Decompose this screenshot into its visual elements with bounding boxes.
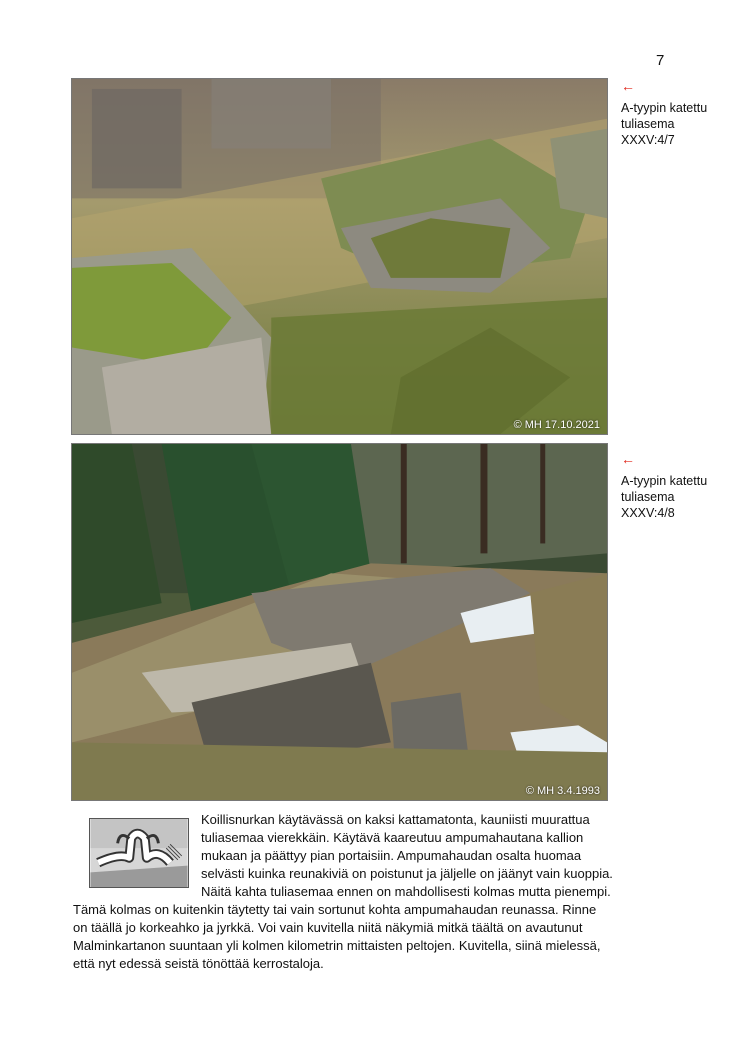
red-arrow-left-icon: ← bbox=[621, 78, 635, 94]
photo-caption-2 bbox=[621, 453, 746, 521]
red-arrow-left-icon: ← bbox=[621, 451, 635, 467]
photo-credit: © MH 3.4.1993 bbox=[525, 785, 600, 797]
photo-bunker-xxxv-4-8 bbox=[71, 443, 608, 801]
text-line: mukaan ja päättyy pian portaisiin. Ampumahaudan osalta huomaa bbox=[201, 848, 582, 863]
text-line: Tämä kolmas on kuitenkin täytetty tai vain sortunut kohta ampumahaudan reunassa. Rinne bbox=[73, 902, 597, 917]
text-line: Koillisnurkan käytävässä on kaksi kattamatonta, kauniisti muurattua bbox=[201, 812, 590, 827]
caption-line: A-tyypin katettu bbox=[621, 101, 708, 115]
bunker-plan-diagram bbox=[89, 818, 189, 888]
body-paragraph-indented bbox=[201, 811, 613, 901]
photo-caption-1 bbox=[621, 80, 746, 148]
caption-line: XXXV:4/8 bbox=[621, 506, 675, 520]
text-line: on täällä jo korkeahko ja jyrkkä. Voi vain kuvitella niitä näkymiä mitkä täältä on avautunut bbox=[73, 920, 583, 935]
text-line: että nyt edessä seistä tönöttää kerrostaloja. bbox=[73, 956, 324, 971]
photo-bunker-xxxv-4-7 bbox=[71, 78, 608, 435]
photo-2-image bbox=[72, 444, 607, 800]
page-number: 7 bbox=[656, 52, 665, 69]
caption-line: XXXV:4/7 bbox=[621, 133, 675, 147]
text-line: Näitä kahta tuliasemaa ennen on mahdollisesti kolmas mutta pienempi. bbox=[201, 884, 611, 899]
text-line: Malminkartanon suuntaan yli kolmen kilometrin mittaisten peltojen. Kuvitella, siinä mielessä, bbox=[73, 938, 601, 953]
caption-line: A-tyypin katettu bbox=[621, 474, 708, 488]
caption-line: tuliasema bbox=[621, 117, 675, 131]
plan-diagram-image bbox=[90, 819, 188, 887]
text-line: selvästi kuinka reunakiviä on poistunut ja jäljelle on jäänyt vain kuoppia. bbox=[201, 866, 613, 881]
caption-line: tuliasema bbox=[621, 490, 675, 504]
photo-1-image bbox=[72, 79, 607, 434]
photo-credit: © MH 17.10.2021 bbox=[513, 419, 600, 431]
text-line: tuliasemaa vierekkäin. Käytävä kaareutuu ampumahautana kallion bbox=[201, 830, 584, 845]
body-paragraph-full bbox=[73, 901, 600, 973]
